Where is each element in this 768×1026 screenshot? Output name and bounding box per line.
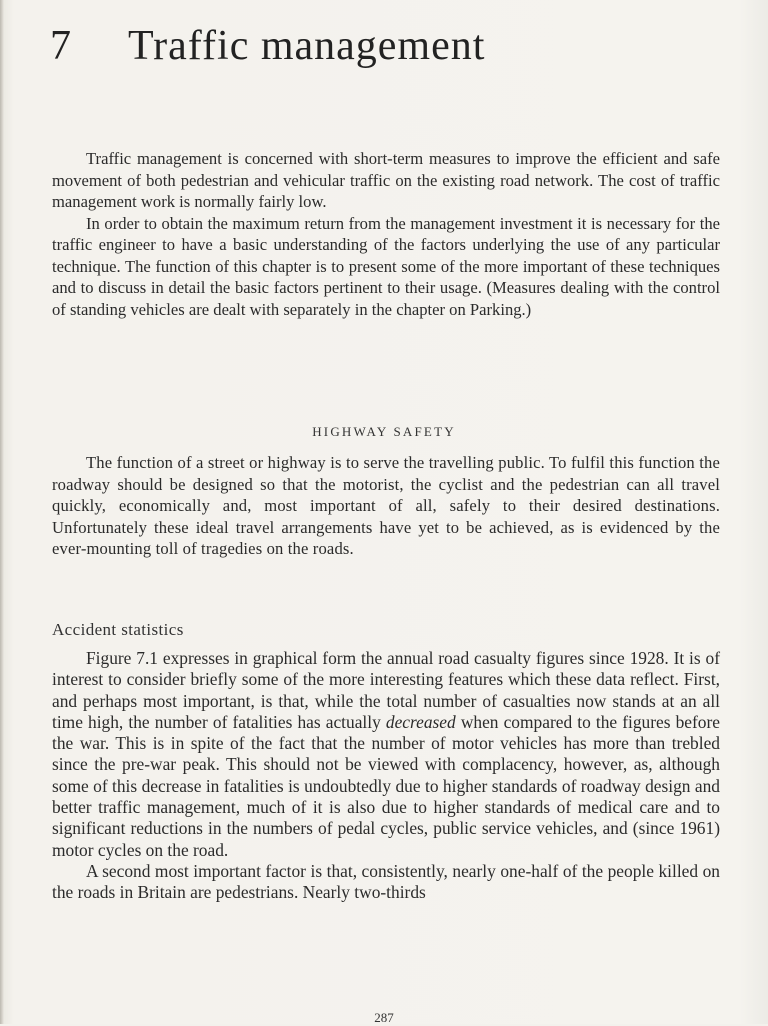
binding-edge [0, 0, 4, 1024]
accident-paragraph-2: A second most important factor is that, consistently, nearly one-half of the people killed on the roads in Britain are pedestrians. Nearly two-thirds [52, 860, 720, 903]
chapter-heading [50, 22, 485, 70]
page-number: 287 [374, 1010, 394, 1025]
intro-paragraph-1: Traffic management is concerned with short-term measures to improve the efficient and safe movement of both pedestrian and vehicular traffic on the existing road network. The cost of traffic management work is normally fairly low. [52, 149, 720, 211]
highway-safety-paragraph: The function of a street or highway is to serve the travelling public. To fulfil this function the roadway should be designed so that the motorist, the cyclist and the pedestrian can all travel quickly, economically and, most important of all, safely to their desired destinations. Unfortunately these ideal travel arrangements have yet to be achieved, as is evidenced by the ever-mounting toll of tragedies on the roads. [52, 453, 720, 558]
chapter-number: 7 [50, 23, 71, 69]
accident-paragraph-1-part-a: Figure 7.1 expresses in graphical form the annual road casualty figures since 1928. It is of interest to consider briefly some of the more interesting features which these data reflect. First, and perhaps most important, is that, while the total number of casualties now stands at an all time high, the number of fatalities has actually [52, 648, 720, 732]
section-heading-highway-safety: HIGHWAY SAFETY [312, 424, 456, 439]
accident-paragraph-1-part-b: when compared to the figures before the war. This is in spite of the fact that the number of motor vehicles has more than trebled since the pre-war peak. This should not be viewed with complacency, however, as, although some of this decrease in fatalities is undoubtedly due to higher standards of roadway design and better traffic management, much of it is also due to higher standards of medical care and to significant reductions in the numbers of pedal cycles, public service vehicles, and (since 1961) motor cycles on the road. [52, 711, 720, 860]
intro-paragraph-2: In order to obtain the maximum return from the management investment it is necessary for the traffic engineer to have a basic understanding of the factors underlying the use of any particular technique. The function of this chapter is to present some of the more important of these techniques and to discuss in detail the basic factors pertinent to their usage. (Measures dealing with the control of standing vehicles are dealt with separately in the chapter on Parking.) [52, 213, 720, 319]
emphasis-decreased: decreased [385, 711, 456, 732]
highway-safety-text [52, 452, 720, 560]
chapter-title: Traffic management [128, 23, 486, 69]
subsection-heading-accident-statistics: Accident statistics [52, 620, 184, 639]
accident-paragraph-1 [52, 648, 720, 861]
accident-statistics-text [52, 648, 720, 904]
intro-text [52, 148, 720, 320]
